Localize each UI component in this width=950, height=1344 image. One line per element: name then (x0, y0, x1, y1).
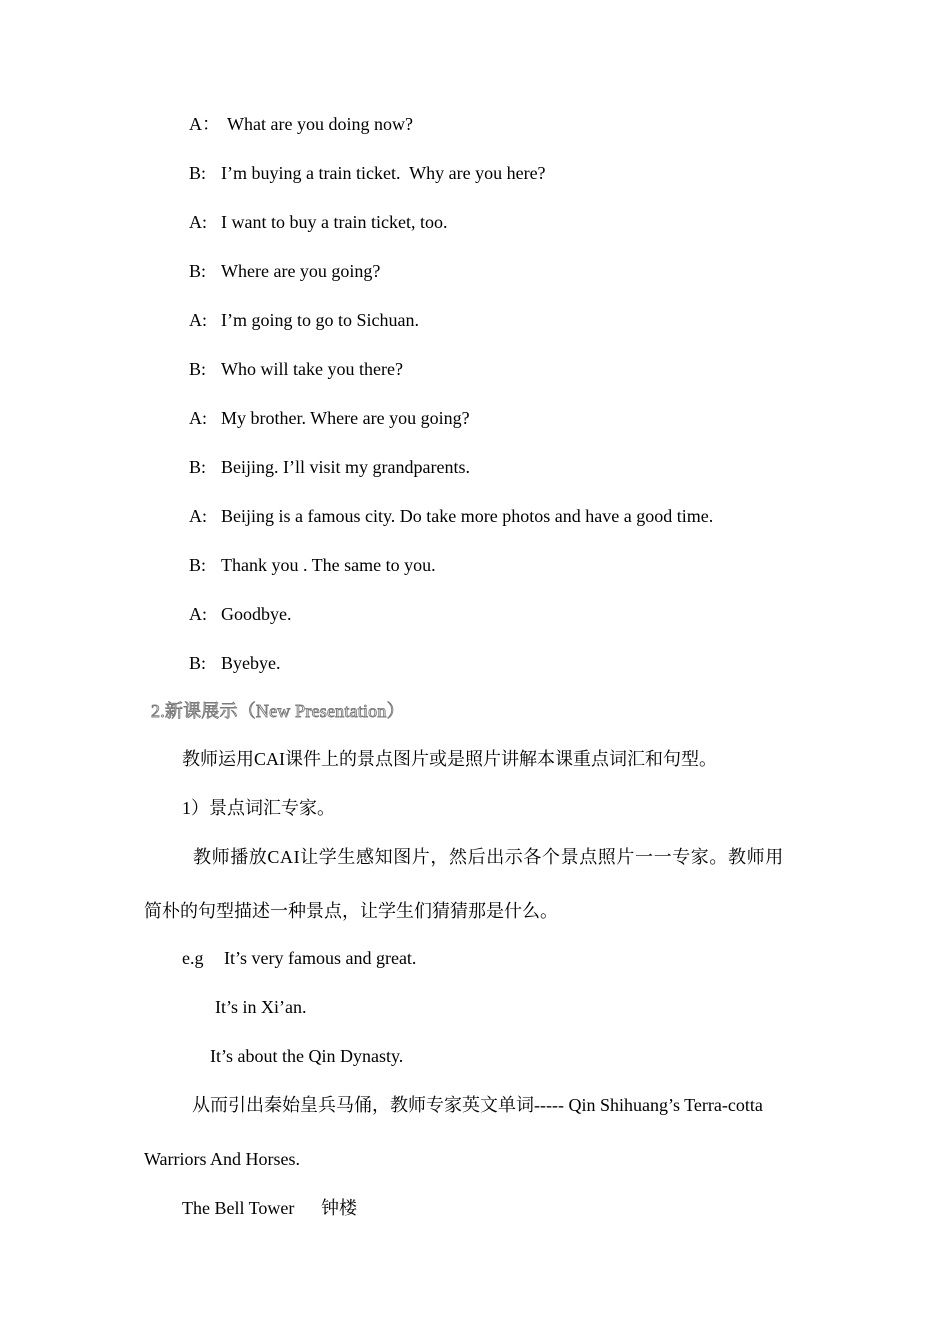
speaker-label: B: (189, 261, 207, 281)
dialogue-text: Beijing is a famous city. Do take more photos and have a good time. (221, 506, 714, 526)
speaker-label: B: (189, 359, 207, 379)
speaker-label: A: (189, 408, 207, 428)
example-line (182, 946, 416, 970)
dialogue-line (189, 357, 403, 381)
speaker-label: A: (189, 310, 207, 330)
paragraph-line: 教师播放CAI让学生感知图片，然后出示各个景点照片一一专家。教师用 (193, 847, 784, 867)
dialogue-line (189, 161, 546, 185)
vocab-item (182, 1196, 357, 1220)
dialogue-text: What are you doing now? (227, 114, 413, 134)
speaker-label: B: (189, 457, 207, 477)
vocab-english: The Bell Tower (182, 1198, 295, 1218)
dialogue-text: Where are you going? (221, 261, 381, 281)
dialogue-line (189, 210, 447, 234)
dialogue-line (189, 455, 470, 479)
vocab-chinese: 钟楼 (321, 1198, 357, 1218)
dialogue-line (189, 602, 292, 626)
speaker-label: A: (189, 506, 207, 526)
dialogue-text: Thank you . The same to you. (221, 555, 436, 575)
paragraph-line: 从而引出秦始皇兵马俑，教师专家英文单词----- Qin Shihuang’s Terra-cotta (192, 1095, 763, 1115)
dialogue-text: Byebye. (221, 653, 281, 673)
dialogue-text: I want to buy a train ticket, too. (221, 212, 448, 232)
dialogue-text: Beijing. I’ll visit my grandparents. (221, 457, 470, 477)
dialogue-line (189, 308, 419, 332)
dialogue-line (189, 504, 713, 528)
speaker-label: B: (189, 653, 207, 673)
section-heading: 2.新课展示（New Presentation） (151, 701, 405, 721)
paragraph-line: 简朴的句型描述一种景点，让学生们猜猜那是什么。 (144, 901, 558, 921)
example-line: It’s about the Qin Dynasty. (210, 1046, 404, 1066)
dialogue-line (189, 259, 380, 283)
example-label: e.g (182, 948, 204, 968)
sub-heading: 1）景点词汇专家。 (182, 798, 335, 818)
example-text: It’s very famous and great. (224, 948, 417, 968)
speaker-label: B: (189, 555, 207, 575)
speaker-label: B: (189, 163, 207, 183)
example-line: It’s in Xi’an. (215, 997, 307, 1017)
dialogue-line (189, 112, 413, 136)
speaker-label: A: (189, 604, 207, 624)
paragraph-line: Warriors And Horses. (144, 1149, 301, 1169)
dialogue-text: I’m going to go to Sichuan. (221, 310, 419, 330)
dialogue-text: Goodbye. (221, 604, 292, 624)
intro-paragraph: 教师运用CAI课件上的景点图片或是照片讲解本课重点词汇和句型。 (182, 749, 717, 769)
dialogue-text: I’m buying a train ticket. Why are you here? (221, 163, 546, 183)
dialogue-line (189, 553, 436, 577)
dialogue-line (189, 651, 280, 675)
speaker-label: A： (189, 114, 220, 134)
dialogue-text: Who will take you there? (221, 359, 403, 379)
dialogue-line (189, 406, 470, 430)
speaker-label: A: (189, 212, 207, 232)
dialogue-text: My brother. Where are you going? (221, 408, 470, 428)
